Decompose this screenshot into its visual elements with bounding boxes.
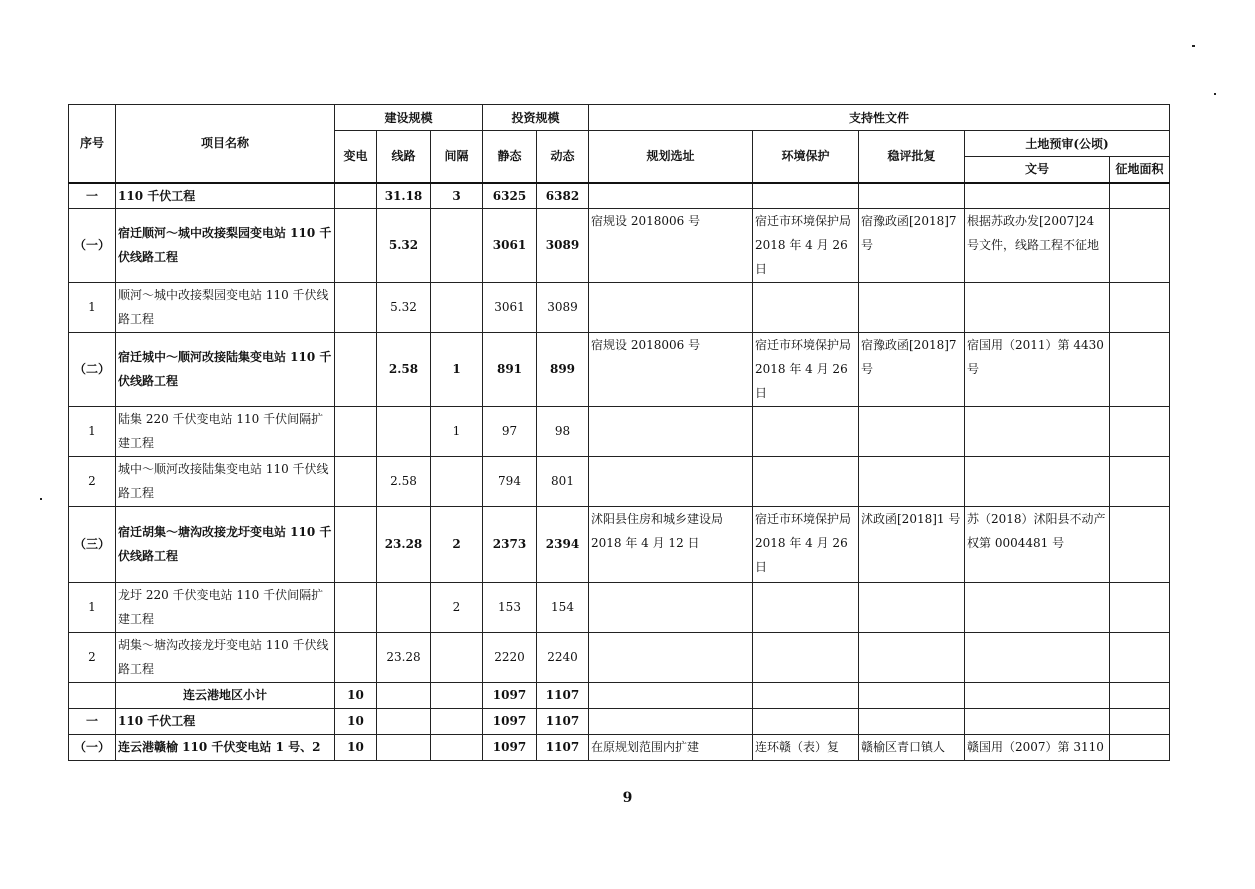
scan-speck [1214, 93, 1216, 95]
row-project-name: 龙圩 220 千伏变电站 110 千伏间隔扩建工程 [116, 582, 335, 632]
row-stability [859, 406, 965, 456]
row-planning [589, 582, 753, 632]
row-bay [431, 734, 483, 760]
table-row [69, 734, 1170, 760]
row-stability: 宿豫政函[2018]7 号 [859, 208, 965, 282]
row-dynamic: 1107 [537, 734, 589, 760]
row-doc-no: 宿国用（2011）第 4430 号 [965, 332, 1110, 406]
row-line [377, 582, 431, 632]
header-doc-no: 文号 [965, 157, 1110, 183]
row-substation: 10 [335, 708, 377, 734]
row-project-name: 顺河～城中改接梨园变电站 110 千伏线路工程 [116, 282, 335, 332]
header-land-review: 土地预审(公顷) [965, 131, 1170, 157]
project-table [68, 104, 1170, 761]
row-project-name: 连云港赣榆 110 千伏变电站 1 号、2 [116, 734, 335, 760]
row-static: 3061 [483, 282, 537, 332]
table-row [69, 632, 1170, 682]
row-bay [431, 208, 483, 282]
row-seq: 1 [69, 582, 116, 632]
row-doc-no [965, 406, 1110, 456]
row-land-area [1110, 734, 1170, 760]
row-project-name: 宿迁顺河～城中改接梨园变电站 110 千伏线路工程 [116, 208, 335, 282]
row-project-name: 城中～顺河改接陆集变电站 110 千伏线路工程 [116, 456, 335, 506]
header-static: 静态 [483, 131, 537, 183]
row-dynamic: 2394 [537, 506, 589, 582]
row-land-area [1110, 582, 1170, 632]
row-static: 1097 [483, 734, 537, 760]
header-environment: 环境保护 [753, 131, 859, 183]
row-line [377, 682, 431, 708]
row-environment: 宿迁市环境保护局 2018 年 4 月 26 日 [753, 332, 859, 406]
table-row [69, 682, 1170, 708]
row-dynamic: 6382 [537, 183, 589, 209]
header-investment-scale: 投资规模 [483, 105, 589, 131]
page-number: 9 [622, 790, 633, 806]
row-environment: 宿迁市环境保护局 2018 年 4 月 26 日 [753, 506, 859, 582]
row-bay [431, 632, 483, 682]
row-bay: 2 [431, 582, 483, 632]
row-substation: 10 [335, 734, 377, 760]
row-environment: 连环赣（表）复 [753, 734, 859, 760]
header-line: 线路 [377, 131, 431, 183]
row-substation [335, 332, 377, 406]
row-project-name: 110 千伏工程 [116, 708, 335, 734]
row-seq: （二） [69, 332, 116, 406]
header-stability: 稳评批复 [859, 131, 965, 183]
row-environment [753, 708, 859, 734]
header-supporting-docs: 支持性文件 [589, 105, 1170, 131]
row-line [377, 734, 431, 760]
row-project-name: 陆集 220 千伏变电站 110 千伏间隔扩建工程 [116, 406, 335, 456]
row-project-name: 宿迁胡集～塘沟改接龙圩变电站 110 千伏线路工程 [116, 506, 335, 582]
table-row [69, 183, 1170, 209]
row-environment: 宿迁市环境保护局 2018 年 4 月 26 日 [753, 208, 859, 282]
row-stability [859, 708, 965, 734]
row-stability: 宿豫政函[2018]7 号 [859, 332, 965, 406]
row-dynamic: 3089 [537, 208, 589, 282]
row-planning: 在原规划范围内扩建 [589, 734, 753, 760]
row-stability: 沭政函[2018]1 号 [859, 506, 965, 582]
row-doc-no: 苏（2018）沭阳县不动产权第 0004481 号 [965, 506, 1110, 582]
row-doc-no: 赣国用（2007）第 3110 [965, 734, 1110, 760]
header-land-area: 征地面积 [1110, 157, 1170, 183]
row-stability [859, 632, 965, 682]
row-land-area [1110, 708, 1170, 734]
row-static: 6325 [483, 183, 537, 209]
row-land-area [1110, 456, 1170, 506]
row-environment [753, 456, 859, 506]
table-row [69, 406, 1170, 456]
header-construction-scale: 建设规模 [335, 105, 483, 131]
row-bay [431, 456, 483, 506]
row-environment [753, 632, 859, 682]
row-planning [589, 456, 753, 506]
row-project-name: 连云港地区小计 [116, 682, 335, 708]
row-line [377, 708, 431, 734]
row-planning [589, 183, 753, 209]
header-dynamic: 动态 [537, 131, 589, 183]
row-dynamic: 2240 [537, 632, 589, 682]
row-land-area [1110, 208, 1170, 282]
row-environment [753, 183, 859, 209]
row-substation [335, 582, 377, 632]
row-planning: 宿规设 2018006 号 [589, 332, 753, 406]
row-line: 31.18 [377, 183, 431, 209]
row-land-area [1110, 632, 1170, 682]
row-doc-no [965, 456, 1110, 506]
row-seq: 一 [69, 708, 116, 734]
row-land-area [1110, 406, 1170, 456]
row-doc-no [965, 708, 1110, 734]
row-planning: 宿规设 2018006 号 [589, 208, 753, 282]
header-planning: 规划选址 [589, 131, 753, 183]
row-dynamic: 1107 [537, 682, 589, 708]
row-planning [589, 406, 753, 456]
row-line: 5.32 [377, 208, 431, 282]
row-environment [753, 406, 859, 456]
row-static: 1097 [483, 708, 537, 734]
row-bay [431, 282, 483, 332]
row-seq [69, 682, 116, 708]
scan-speck [40, 498, 42, 500]
row-substation [335, 456, 377, 506]
row-line: 23.28 [377, 632, 431, 682]
header-project-name: 项目名称 [116, 105, 335, 183]
row-stability [859, 183, 965, 209]
row-static: 2220 [483, 632, 537, 682]
row-static: 1097 [483, 682, 537, 708]
row-project-name: 宿迁城中～顺河改接陆集变电站 110 千伏线路工程 [116, 332, 335, 406]
row-doc-no [965, 582, 1110, 632]
row-environment [753, 582, 859, 632]
row-stability: 赣榆区青口镇人 [859, 734, 965, 760]
row-dynamic: 899 [537, 332, 589, 406]
table-row [69, 208, 1170, 282]
row-line: 2.58 [377, 332, 431, 406]
row-dynamic: 801 [537, 456, 589, 506]
table-row [69, 282, 1170, 332]
row-line: 5.32 [377, 282, 431, 332]
table-row [69, 582, 1170, 632]
row-stability [859, 456, 965, 506]
row-seq: （三） [69, 506, 116, 582]
row-substation [335, 183, 377, 209]
row-bay: 2 [431, 506, 483, 582]
row-doc-no: 根据苏政办发[2007]24 号文件，线路工程不征地 [965, 208, 1110, 282]
row-planning [589, 632, 753, 682]
row-seq: （一） [69, 734, 116, 760]
row-stability [859, 282, 965, 332]
row-dynamic: 98 [537, 406, 589, 456]
row-doc-no [965, 682, 1110, 708]
row-line: 23.28 [377, 506, 431, 582]
row-line: 2.58 [377, 456, 431, 506]
row-dynamic: 1107 [537, 708, 589, 734]
table-row [69, 456, 1170, 506]
scan-speck [1192, 45, 1195, 47]
row-static: 3061 [483, 208, 537, 282]
row-stability [859, 582, 965, 632]
row-substation: 10 [335, 682, 377, 708]
row-land-area [1110, 332, 1170, 406]
row-land-area [1110, 282, 1170, 332]
row-land-area [1110, 506, 1170, 582]
row-environment [753, 682, 859, 708]
row-static: 97 [483, 406, 537, 456]
row-static: 153 [483, 582, 537, 632]
row-environment [753, 282, 859, 332]
row-planning [589, 708, 753, 734]
row-static: 794 [483, 456, 537, 506]
row-substation [335, 632, 377, 682]
row-seq: 2 [69, 456, 116, 506]
row-planning [589, 682, 753, 708]
row-seq: （一） [69, 208, 116, 282]
row-planning [589, 282, 753, 332]
row-substation [335, 208, 377, 282]
row-bay: 3 [431, 183, 483, 209]
header-bay: 间隔 [431, 131, 483, 183]
row-land-area [1110, 183, 1170, 209]
row-project-name: 胡集～塘沟改接龙圩变电站 110 千伏线路工程 [116, 632, 335, 682]
table-row [69, 708, 1170, 734]
row-stability [859, 682, 965, 708]
row-doc-no [965, 632, 1110, 682]
row-planning: 沭阳县住房和城乡建设局 2018 年 4 月 12 日 [589, 506, 753, 582]
row-bay [431, 682, 483, 708]
row-substation [335, 506, 377, 582]
row-seq: 2 [69, 632, 116, 682]
row-bay: 1 [431, 406, 483, 456]
table-row [69, 506, 1170, 582]
header-substation: 变电 [335, 131, 377, 183]
row-line [377, 406, 431, 456]
row-seq: 1 [69, 406, 116, 456]
row-static: 891 [483, 332, 537, 406]
row-seq: 1 [69, 282, 116, 332]
row-dynamic: 3089 [537, 282, 589, 332]
row-bay: 1 [431, 332, 483, 406]
row-substation [335, 282, 377, 332]
row-doc-no [965, 282, 1110, 332]
row-static: 2373 [483, 506, 537, 582]
row-land-area [1110, 682, 1170, 708]
row-doc-no [965, 183, 1110, 209]
row-project-name: 110 千伏工程 [116, 183, 335, 209]
row-seq: 一 [69, 183, 116, 209]
row-dynamic: 154 [537, 582, 589, 632]
table-row [69, 332, 1170, 406]
row-substation [335, 406, 377, 456]
header-seq: 序号 [69, 105, 116, 183]
row-bay [431, 708, 483, 734]
